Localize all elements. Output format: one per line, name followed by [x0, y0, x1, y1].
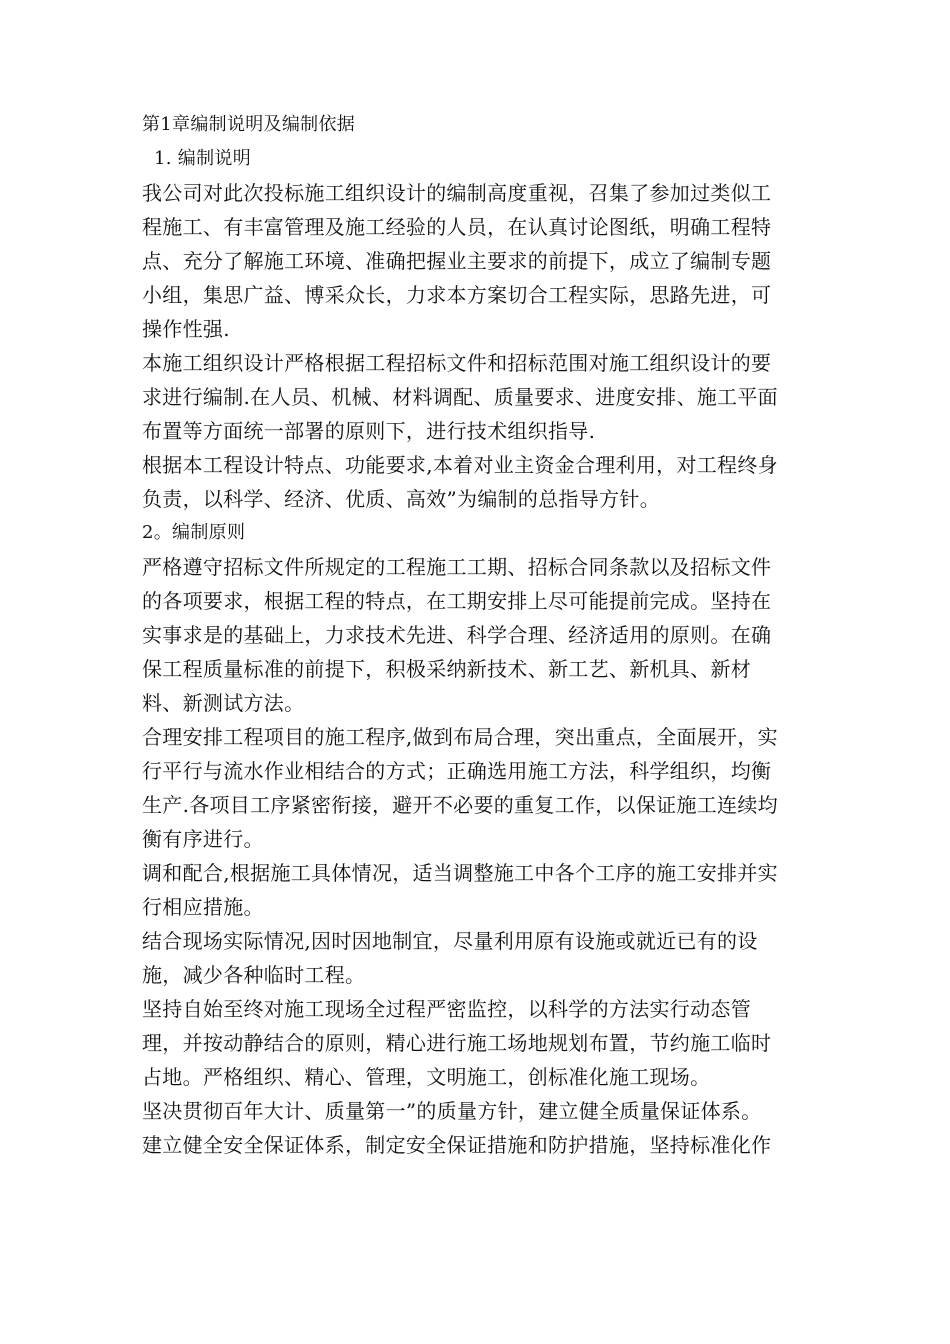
paragraph-line: 生产.各项目工序紧密衔接，避开不必要的重复工作，以保证施工连续均 — [142, 793, 778, 817]
paragraph-9 — [142, 1094, 822, 1128]
paragraph-line: 行相应措施。 — [142, 895, 264, 919]
paragraph-line: 坚持自始至终对施工现场全过程严密监控，以科学的方法实行动态管 — [142, 997, 751, 1021]
paragraph-4 — [142, 550, 822, 720]
paragraph-line: 布置等方面统一部署的原则下，进行技术组织指导. — [142, 419, 596, 443]
section-title-1: 1. 编制说明 — [154, 148, 251, 169]
chapter-title: 第1章编制说明及编制依据 — [142, 114, 356, 135]
paragraph-5 — [142, 720, 822, 856]
paragraph-3 — [142, 448, 822, 516]
paragraph-1 — [142, 176, 822, 346]
paragraph-line: 料、新测试方法。 — [142, 691, 305, 715]
paragraph-line: 坚决贯彻百年大计、质量第一”的质量方针，建立健全质量保证体系。 — [142, 1099, 762, 1123]
paragraph-line: 我公司对此次投标施工组织设计的编制高度重视，召集了参加过类似工 — [142, 181, 772, 205]
paragraph-line: 建立健全安全保证体系，制定安全保证措施和防护措施，坚持标准化作 — [142, 1133, 772, 1157]
paragraph-line: 的各项要求，根据工程的特点，在工期安排上尽可能提前完成。坚持在 — [142, 589, 772, 613]
paragraph-6 — [142, 856, 822, 924]
paragraph-line: 调和配合,根据施工具体情况，适当调整施工中各个工序的施工安排并实 — [142, 861, 778, 885]
paragraph-line: 衡有序进行。 — [142, 827, 264, 851]
paragraph-10 — [142, 1128, 822, 1162]
paragraph-line: 保工程质量标准的前提下，积极采纳新技术、新工艺、新机具、新材 — [142, 657, 751, 681]
paragraph-line: 合理安排工程项目的施工程序,做到布局合理，突出重点，全面展开，实 — [142, 725, 778, 749]
paragraph-line: 实事求是的基础上，力求技术先进、科学合理、经济适用的原则。在确 — [142, 623, 772, 647]
paragraph-line: 根据本工程设计特点、功能要求,本着对业主资金合理利用，对工程终身 — [142, 453, 778, 477]
section-title-2: 2。编制原则 — [142, 522, 246, 543]
paragraph-8 — [142, 992, 822, 1094]
paragraph-2 — [142, 346, 822, 448]
paragraph-line: 施，减少各种临时工程。 — [142, 963, 366, 987]
paragraph-line: 求进行编制.在人员、机械、材料调配、质量要求、进度安排、施工平面 — [142, 385, 778, 409]
paragraph-line: 结合现场实际情况,因时因地制宜，尽量利用原有设施或就近已有的设 — [142, 929, 758, 953]
paragraph-line: 本施工组织设计严格根据工程招标文件和招标范围对施工组织设计的要 — [142, 351, 772, 375]
paragraph-line: 严格遵守招标文件所规定的工程施工工期、招标合同条款以及招标文件 — [142, 555, 772, 579]
document-body — [142, 108, 822, 1162]
paragraph-7 — [142, 924, 822, 992]
paragraph-line: 小组，集思广益、博采众长，力求本方案切合工程实际，思路先进，可 — [142, 283, 772, 307]
paragraph-line: 占地。严格组织、精心、管理，文明施工，创标准化施工现场。 — [142, 1065, 711, 1089]
paragraph-line: 点、充分了解施工环境、准确把握业主要求的前提下，成立了编制专题 — [142, 249, 772, 273]
paragraph-line: 理，并按动静结合的原则，精心进行施工场地规划布置，节约施工临时 — [142, 1031, 772, 1055]
paragraph-line: 行平行与流水作业相结合的方式；正确选用施工方法，科学组织，均衡 — [142, 759, 772, 783]
paragraph-line: 负责，以科学、经济、优质、高效”为编制的总指导方针。 — [142, 487, 661, 511]
paragraph-line: 程施工、有丰富管理及施工经验的人员，在认真讨论图纸，明确工程特 — [142, 215, 772, 239]
paragraph-line: 操作性强. — [142, 317, 230, 341]
